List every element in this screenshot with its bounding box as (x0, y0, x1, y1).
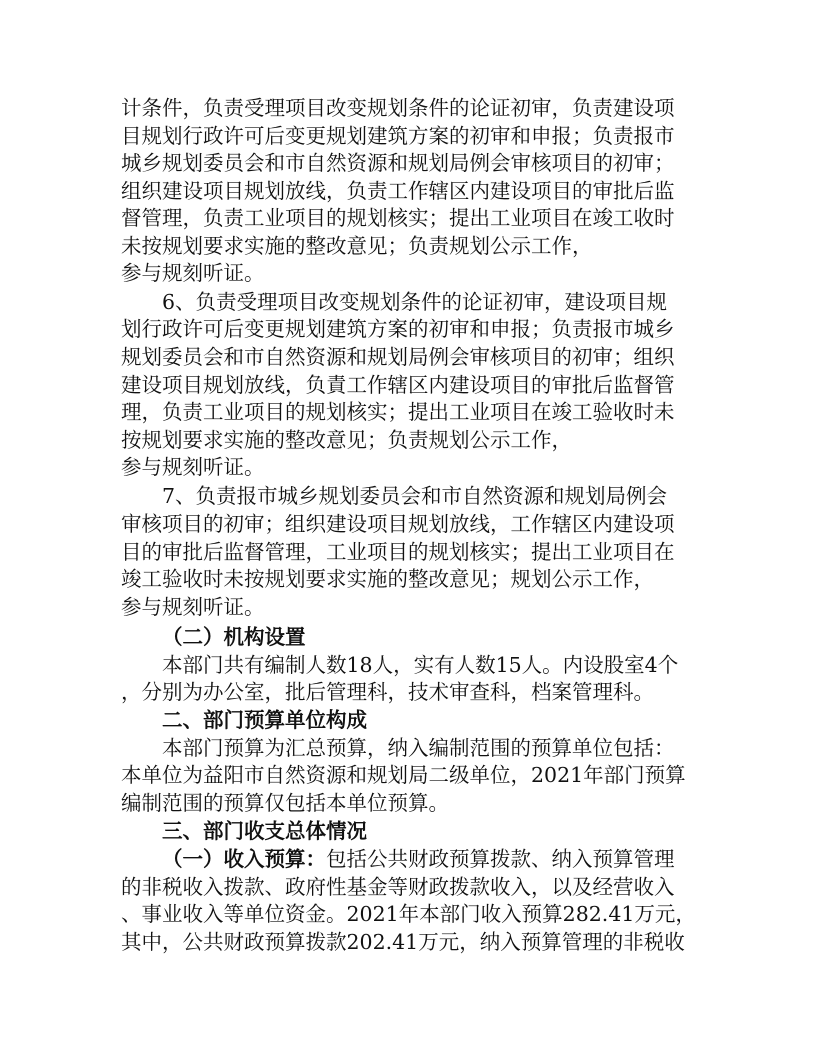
text-line: 参与规刻听证。 (121, 595, 265, 619)
text-line: 规划委员会和市自然资源和规划局例会审核项目的初审；组织 (121, 345, 675, 369)
text-line: 督管理，负责工业项目的规划核实；提出工业项目在竣工收时 (121, 206, 675, 230)
text-line: 竣工验收时未按规划要求实施的整改意见；规划公示工作， (121, 567, 654, 591)
paragraph-first-line: 本部门共有编制人数18人，实有人数15人。内设股室4个 (162, 653, 679, 677)
paragraph-first-line: 本部门预算为汇总预算，纳入编制范围的预算单位包括： (162, 736, 675, 760)
text-line: ，分别为办公室，批后管理科，技术审查科，档案管理科。 (121, 680, 654, 704)
paragraph-first-line: 6、负责受理项目改变规划条件的论证初审，建设项目规 (162, 290, 668, 314)
text-line: 计条件，负责受理项目改变规划条件的论证初审，负责建设项 (121, 96, 675, 120)
text-line: 理，负责工业项目的规划核实；提出工业项目在竣工验收时未 (121, 400, 675, 424)
text-line: 参与规刻听证。 (121, 261, 265, 285)
text-line: 、事业收入等单位资金。2021年本部门收入预算282.41万元， (121, 902, 696, 926)
section-heading: 二、部门预算单位构成 (162, 708, 367, 732)
text-line: 参与规刻听证。 (121, 455, 265, 479)
text-line: 城乡规划委员会和市自然资源和规划局例会审核项目的初审； (121, 151, 675, 175)
text-line: 目规划行政许可后变更规划建筑方案的初审和申报；负责报市 (121, 124, 675, 148)
paragraph-first-line (162, 846, 675, 872)
text-line: 组织建设项目规划放线，负责工作辖区内建设项目的审批后监 (121, 179, 675, 203)
section-heading: 三、部门收支总体情况 (162, 819, 367, 843)
inline-heading: （一）收入预算： (162, 847, 326, 871)
text-line: 按规划要求实施的整改意见；负责规划公示工作， (121, 428, 572, 452)
text-line: 审核项目的初审；组织建设项目规划放线，工作辖区内建设项 (121, 512, 675, 536)
text-line: 本单位为益阳市自然资源和规划局二级单位，2021年部门预算 (121, 763, 686, 787)
text-line: 其中，公共财政预算拨款202.41万元，纳入预算管理的非税收 (121, 930, 685, 954)
text-line: 目的审批后监督管理，工业项目的规划核实；提出工业项目在 (121, 540, 675, 564)
section-heading: （二）机构设置 (162, 625, 306, 649)
text-line: 编制范围的预算仅包括本单位预算。 (121, 791, 449, 815)
text-line: 建设项目规划放线，负責工作辖区内建设项目的审批后监督管 (121, 373, 675, 397)
paragraph-first-line: 7、负责报市城乡规划委员会和市自然资源和规划局例会 (162, 484, 668, 508)
text-line: 的非税收入拨款、政府性基金等财政拨款收入，以及经营收入 (121, 875, 675, 899)
inline-text: 包括公共财政预算拨款、纳入预算管理 (326, 847, 675, 871)
text-line: 未按规划要求实施的整改意见；负责规划公示工作， (121, 234, 593, 258)
text-line: 划行政许可后变更规划建筑方案的初审和申报；负责报市城乡 (121, 317, 675, 341)
